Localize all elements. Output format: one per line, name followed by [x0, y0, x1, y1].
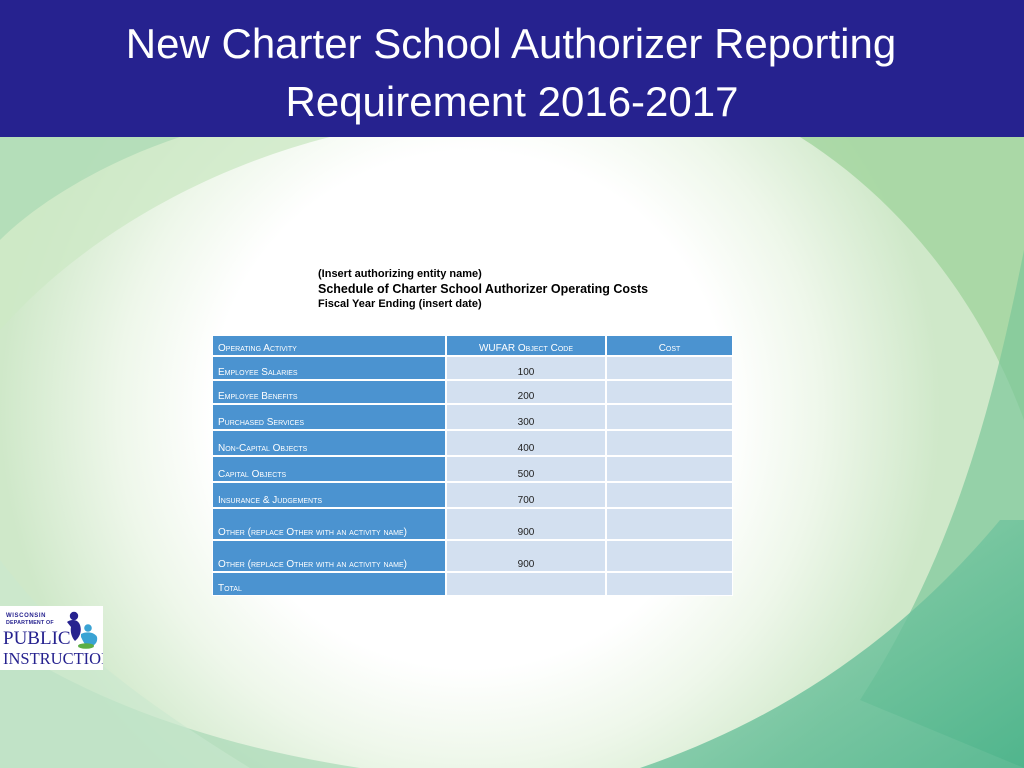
svg-text:INSTRUCTION: INSTRUCTION: [3, 649, 103, 668]
total-cost-cell: [607, 573, 732, 595]
children-icon: [67, 612, 97, 649]
code-cell: 300: [447, 405, 605, 429]
operating-costs-table: [212, 335, 733, 596]
activity-cell: Other (replace Other with an activity name): [213, 541, 445, 571]
cost-cell: [607, 509, 732, 539]
table-row: [212, 431, 733, 455]
activity-cell: Other (replace Other with an activity name): [213, 509, 445, 539]
table-row: [212, 357, 733, 379]
slide-title-line-2: Requirement 2016-2017: [285, 78, 739, 125]
activity-cell: Employee Salaries: [213, 357, 445, 379]
cost-cell: [607, 483, 732, 507]
code-cell: 900: [447, 541, 605, 571]
svg-text:WISCONSIN: WISCONSIN: [6, 613, 47, 619]
table-row: [212, 541, 733, 571]
dpi-logo: [0, 606, 103, 670]
dpi-logo-graphic: [0, 606, 103, 670]
cost-cell: [607, 381, 732, 403]
fiscal-year-line: Fiscal Year Ending (insert date): [318, 298, 482, 310]
cost-cell: [607, 357, 732, 379]
header-operating-activity: Operating Activity: [213, 336, 445, 355]
cost-cell: [607, 405, 732, 429]
activity-cell: Employee Benefits: [213, 381, 445, 403]
activity-cell: Purchased Services: [213, 405, 445, 429]
code-cell: 200: [447, 381, 605, 403]
code-cell: 100: [447, 357, 605, 379]
activity-cell: Insurance & Judgements: [213, 483, 445, 507]
schedule-heading: [318, 267, 648, 312]
table-row: [212, 483, 733, 507]
code-cell: 500: [447, 457, 605, 481]
slide-title-line-1: New Charter School Authorizer Reporting: [125, 20, 897, 67]
schedule-title: Schedule of Charter School Authorizer Operating Costs: [318, 282, 649, 296]
table-row: [212, 381, 733, 403]
code-cell: 400: [447, 431, 605, 455]
svg-text:DEPARTMENT OF: DEPARTMENT OF: [6, 620, 54, 626]
activity-cell: Non-Capital Objects: [213, 431, 445, 455]
entity-name-placeholder: (Insert authorizing entity name): [318, 268, 482, 280]
table-row: [212, 405, 733, 429]
cost-cell: [607, 541, 732, 571]
table-row: [212, 457, 733, 481]
table-header-row: [212, 336, 733, 355]
code-cell: 700: [447, 483, 605, 507]
svg-text:PUBLIC: PUBLIC: [3, 628, 71, 649]
total-code-cell: [447, 573, 605, 595]
title-bar: [0, 0, 1024, 137]
cost-cell: [607, 431, 732, 455]
total-label-cell: Total: [213, 573, 445, 595]
table-row: [212, 509, 733, 539]
header-wufar-object-code: WUFAR Object Code: [447, 336, 605, 355]
code-cell: 900: [447, 509, 605, 539]
activity-cell: Capital Objects: [213, 457, 445, 481]
header-cost: Cost: [607, 336, 732, 355]
cost-cell: [607, 457, 732, 481]
table-row-total: [212, 573, 733, 595]
